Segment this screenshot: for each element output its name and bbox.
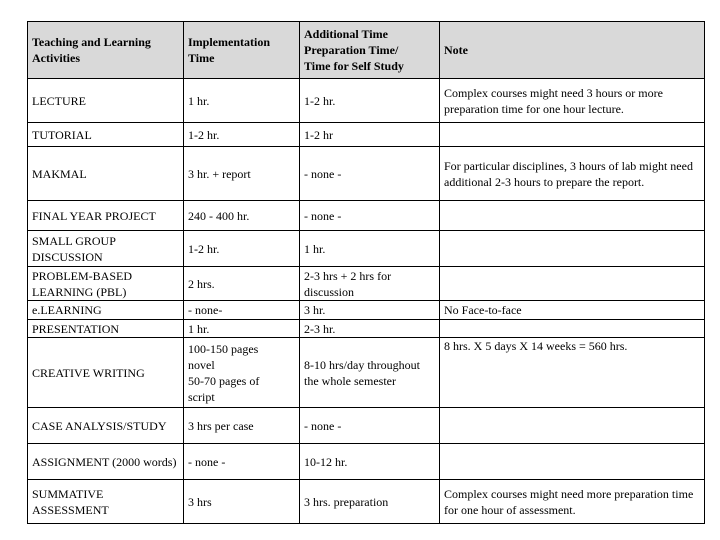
header-note: Note bbox=[440, 22, 705, 79]
activity-cell: PROBLEM-BASED LEARNING (PBL) bbox=[28, 267, 184, 301]
additional-cell: - none - bbox=[300, 201, 440, 231]
activity-cell: SUMMATIVE ASSESSMENT bbox=[28, 480, 184, 524]
activity-cell: SMALL GROUP DISCUSSION bbox=[28, 231, 184, 267]
activity-cell: ASSIGNMENT (2000 words) bbox=[28, 444, 184, 480]
implementation-cell: 2 hrs. bbox=[184, 267, 300, 301]
additional-cell: 3 hr. bbox=[300, 301, 440, 320]
table-row bbox=[28, 231, 705, 267]
activities-table bbox=[27, 21, 705, 524]
note-cell: For particular disciplines, 3 hours of lab might need additional 2-3 hours to prepare the report. bbox=[440, 147, 705, 201]
note-cell bbox=[440, 267, 705, 301]
header-implementation-time: Implementation Time bbox=[184, 22, 300, 79]
header-activities: Teaching and Learning Activities bbox=[28, 22, 184, 79]
table-row bbox=[28, 123, 705, 147]
implementation-cell: 3 hrs per case bbox=[184, 408, 300, 444]
additional-cell: 1-2 hr bbox=[300, 123, 440, 147]
table-row bbox=[28, 147, 705, 201]
table-row bbox=[28, 267, 705, 301]
activity-cell: e.LEARNING bbox=[28, 301, 184, 320]
implementation-cell: 1 hr. bbox=[184, 79, 300, 123]
note-cell: 8 hrs. X 5 days X 14 weeks = 560 hrs. bbox=[440, 338, 705, 408]
activity-cell: CREATIVE WRITING bbox=[28, 338, 184, 408]
header-additional-time: Additional Time Preparation Time/ Time for Self Study bbox=[300, 22, 440, 79]
additional-cell: 2-3 hr. bbox=[300, 320, 440, 338]
implementation-cell: 1-2 hr. bbox=[184, 123, 300, 147]
additional-cell: 2-3 hrs + 2 hrs for discussion bbox=[300, 267, 440, 301]
note-cell bbox=[440, 444, 705, 480]
implementation-cell: 3 hr. + report bbox=[184, 147, 300, 201]
table-row bbox=[28, 408, 705, 444]
additional-cell: 10-12 hr. bbox=[300, 444, 440, 480]
note-cell: Complex courses might need 3 hours or more preparation time for one hour lecture. bbox=[440, 79, 705, 123]
implementation-cell: - none- bbox=[184, 301, 300, 320]
implementation-cell: 3 hrs bbox=[184, 480, 300, 524]
table-row bbox=[28, 444, 705, 480]
implementation-cell: 1-2 hr. bbox=[184, 231, 300, 267]
implementation-cell: 100-150 pages novel 50-70 pages of script bbox=[184, 338, 300, 408]
implementation-cell: 240 - 400 hr. bbox=[184, 201, 300, 231]
additional-cell: - none - bbox=[300, 408, 440, 444]
note-cell bbox=[440, 231, 705, 267]
note-cell bbox=[440, 201, 705, 231]
table-row bbox=[28, 201, 705, 231]
activity-cell: TUTORIAL bbox=[28, 123, 184, 147]
table-header bbox=[28, 22, 705, 79]
table-row bbox=[28, 301, 705, 320]
note-cell bbox=[440, 123, 705, 147]
note-cell: Complex courses might need more preparation time for one hour of assessment. bbox=[440, 480, 705, 524]
implementation-cell: 1 hr. bbox=[184, 320, 300, 338]
additional-cell: 1 hr. bbox=[300, 231, 440, 267]
activity-cell: FINAL YEAR PROJECT bbox=[28, 201, 184, 231]
additional-cell: 1-2 hr. bbox=[300, 79, 440, 123]
activity-cell: PRESENTATION bbox=[28, 320, 184, 338]
additional-cell: 8-10 hrs/day throughout the whole semester bbox=[300, 338, 440, 408]
activity-cell: CASE ANALYSIS/STUDY bbox=[28, 408, 184, 444]
activity-cell: MAKMAL bbox=[28, 147, 184, 201]
note-cell: No Face-to-face bbox=[440, 301, 705, 320]
additional-cell: - none - bbox=[300, 147, 440, 201]
table-row bbox=[28, 320, 705, 338]
activity-cell: LECTURE bbox=[28, 79, 184, 123]
table-row bbox=[28, 79, 705, 123]
additional-cell: 3 hrs. preparation bbox=[300, 480, 440, 524]
table-row bbox=[28, 480, 705, 524]
table-row bbox=[28, 338, 705, 408]
note-cell bbox=[440, 320, 705, 338]
implementation-cell: - none - bbox=[184, 444, 300, 480]
note-cell bbox=[440, 408, 705, 444]
